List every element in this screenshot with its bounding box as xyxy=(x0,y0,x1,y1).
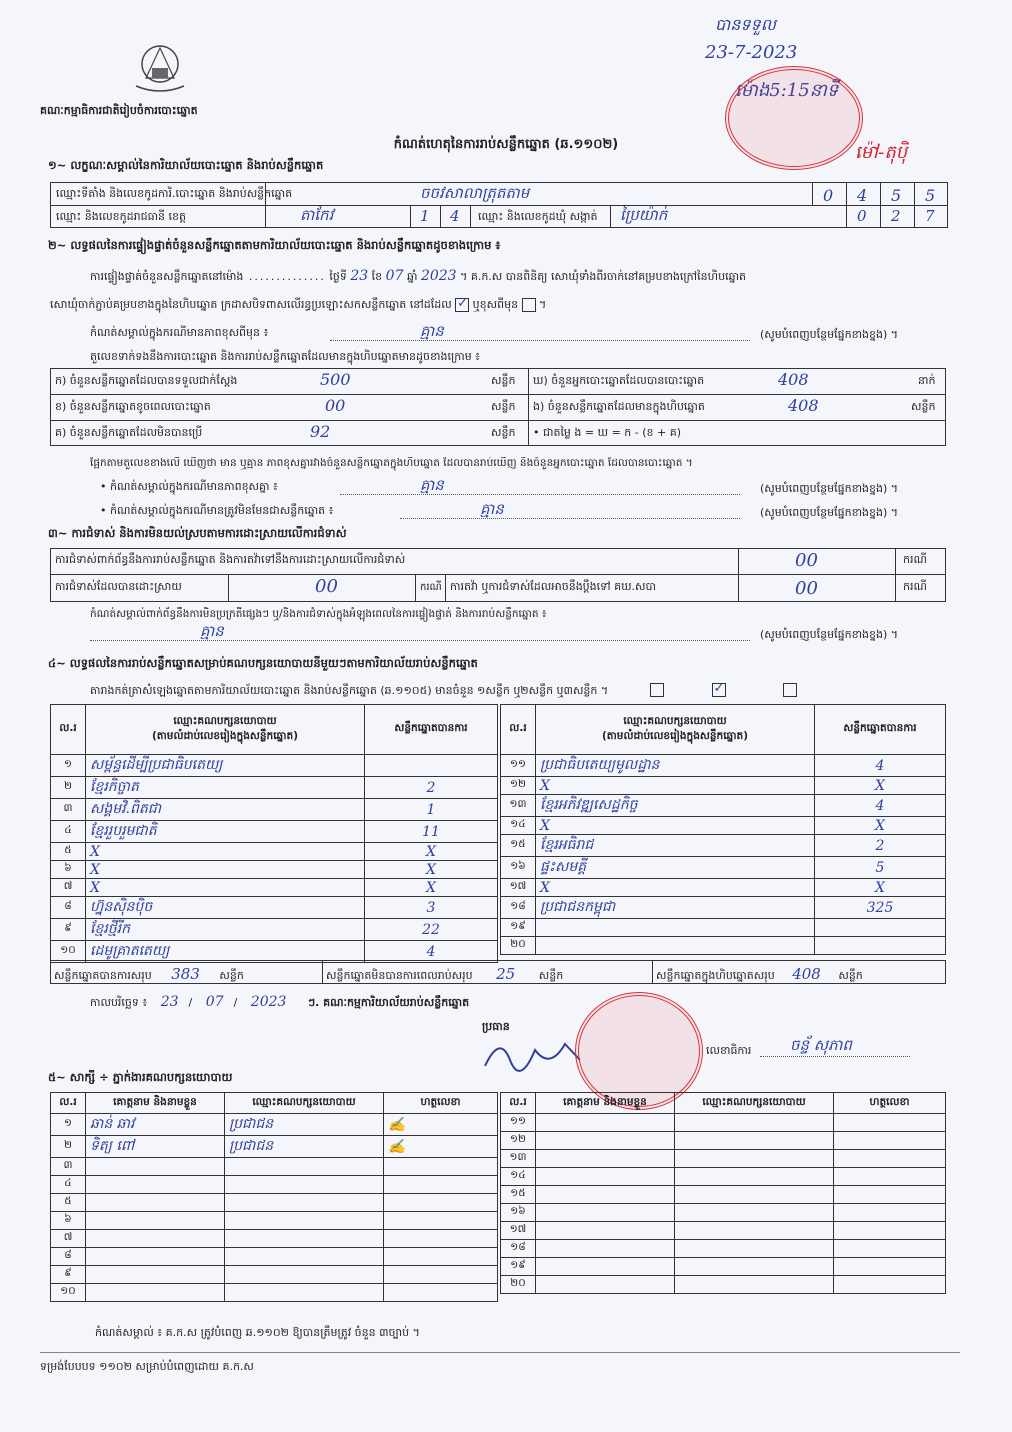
witness-name xyxy=(86,1266,225,1284)
party-name: ខ្មែរអធិរាជ xyxy=(536,835,815,857)
witness-party xyxy=(225,1212,384,1230)
party-name: ប្រជាជនកម្ពុជា xyxy=(536,897,815,919)
row-number: ៣ xyxy=(51,1158,86,1176)
valid-votes: 4 xyxy=(365,941,498,963)
party-name: ប្រជាធិបតេយ្យមូលដ្ឋាន xyxy=(536,755,815,777)
row-number: ១០ xyxy=(51,1284,86,1302)
valid-votes xyxy=(815,937,946,955)
result-row xyxy=(501,835,946,857)
witness-party: ប្រជាជន xyxy=(225,1114,384,1136)
row-ka: ក) ចំនួនសន្លឹកឆ្នោតដែលបានទទួលជាក់ស្តែង 500 សន្លឹក xyxy=(55,370,516,389)
row-ka-value: 500 xyxy=(320,370,351,389)
result-row xyxy=(501,897,946,919)
row-number: ១៦ xyxy=(501,857,536,879)
witness-row xyxy=(51,1230,498,1248)
party-name: ខ្មែររួបរួមជាតិ xyxy=(86,821,365,843)
total-valid-value: 383 xyxy=(171,965,200,983)
witness-party xyxy=(675,1150,834,1168)
commune-label: ឈ្មោះ និងលេខកូដឃុំ សង្កាត់ xyxy=(478,210,598,223)
commune-code-3: 7 xyxy=(925,207,935,225)
valid-votes: 1 xyxy=(365,799,498,821)
section3-heading: ៣~ ការជំទាស់ និងការមិនយល់ស្របតាមការដោះស្រាយលើការជំទាស់ xyxy=(48,526,347,540)
chair-label: ប្រធាន xyxy=(482,1020,510,1033)
row-number: ១០ xyxy=(51,941,86,963)
witness-row xyxy=(51,1266,498,1284)
fill-hint-4: (សូមបំពេញបន្ថែមផ្នែកខាងខ្នង) ។ xyxy=(760,628,899,641)
witness-table-left: ល.រ គោត្តនាម និងនាមខ្លួន ឈ្មោះគណបក្សនយោបាយ ហត្ថលេខា ១ ឆាន់ ឆាវ ប្រជាជន ✍ ២ ទិត្យ ពៅ ប្រជាជន ✍ ៣ ៤ ៥ ៦ ៧ ៨ ៩ ១០ xyxy=(50,1092,498,1302)
party-name: X xyxy=(536,777,815,795)
valid-votes: 4 xyxy=(815,755,946,777)
row-ko: គ) ចំនួនសន្លឹកឆ្នោតដែលមិនបានប្រើ 92 សន្លឹក xyxy=(55,422,516,441)
witness-signature xyxy=(834,1114,946,1132)
irregularity-note-value: គ្មាន xyxy=(200,622,224,640)
witness-name xyxy=(536,1276,675,1294)
valid-votes: X xyxy=(365,879,498,897)
row-number: ៨ xyxy=(51,1248,86,1266)
witness-name xyxy=(86,1212,225,1230)
witness-row xyxy=(501,1240,946,1258)
verify-intro: ការផ្ទៀងផ្ទាត់ចំនួនសន្លឹកឆ្នោតនៅម៉ោង .............. ថ្ងៃទី 23 ខែ 07 ឆ្នាំ 2023 ។ គ.ក.ស បានពិនិត្យ សោឃុំទាំងពីរចាក់នៅគម្របខាងក្រៅនៃហិបឆ្នោត xyxy=(90,268,747,284)
witness-name xyxy=(86,1176,225,1194)
witness-party xyxy=(675,1114,834,1132)
witness-row xyxy=(51,1176,498,1194)
row-number: ៦ xyxy=(51,1212,86,1230)
section2-heading: ២~ លទ្ធផលនៃការផ្ទៀងផ្ទាត់ចំនួនសន្លឹកឆ្នោតតាមការិយាល័យបោះឆ្នោត និងរាប់សន្លឹកឆ្នោតដូចខាងក្រោម ៖ xyxy=(48,238,501,252)
row-number: ១ xyxy=(51,1114,86,1136)
irregularity-note-label: កំណត់សម្គាល់ពាក់ព័ន្ធនឹងការមិនប្រក្រតីផ្សេងៗ ឬ/និងការជំទាស់ក្នុងអំឡុងពេលនៃការផ្ទៀងផ្ទាត់ និងការរាប់សន្លឹកឆ្នោត ៖ xyxy=(90,608,547,620)
witness-row xyxy=(51,1136,498,1158)
day-label: ថ្ងៃទី xyxy=(329,270,347,283)
valid-votes: X xyxy=(365,843,498,861)
witness-row xyxy=(501,1150,946,1168)
row-number: ៨ xyxy=(51,897,86,919)
objection-row2-label: ការជំទាស់ដែលបានដោះស្រាយ xyxy=(55,580,182,593)
result-row xyxy=(51,799,498,821)
witness-name xyxy=(86,1194,225,1212)
witness-name xyxy=(86,1284,225,1302)
total-invalid-value: 25 xyxy=(496,965,516,983)
secretary-label: លេខាធិការ xyxy=(706,1044,752,1057)
witness-name xyxy=(86,1230,225,1248)
fill-hint-2: (សូមបំពេញបន្ថែមផ្នែកខាងខ្នង) ។ xyxy=(760,482,899,495)
code-digit-4: 5 xyxy=(925,186,936,205)
chair-signature xyxy=(480,1030,590,1074)
diff-note-value: គ្មាន xyxy=(420,476,444,494)
witness-name xyxy=(536,1186,675,1204)
witness-name xyxy=(86,1158,225,1176)
result-row xyxy=(51,777,498,799)
party-name: ដេមូគ្រាតតេយ្យ xyxy=(86,941,365,963)
day-value: 23 xyxy=(350,268,369,284)
party-name: X xyxy=(536,879,815,897)
witness-signature xyxy=(834,1258,946,1276)
row-number: ១៤ xyxy=(501,1168,536,1186)
row-number: ៥ xyxy=(51,1194,86,1212)
valid-votes: 5 xyxy=(815,857,946,879)
witness-row xyxy=(51,1194,498,1212)
witness-row xyxy=(51,1158,498,1176)
witness-row xyxy=(51,1284,498,1302)
party-name: ផ្ទះសមគ្គី xyxy=(536,857,815,879)
row-number: ១២ xyxy=(501,1132,536,1150)
witness-row xyxy=(501,1276,946,1294)
verify-intro-b: ។ គ.ក.ស បានពិនិត្យ សោឃុំទាំងពីរចាក់នៅគម្របខាងក្រៅនៃហិបឆ្នោត xyxy=(460,270,747,283)
witness-party xyxy=(675,1276,834,1294)
row-number: ១៨ xyxy=(501,897,536,919)
results-table-right: ល.រ ឈ្មោះគណបក្សនយោបាយ (តាមលំដាប់លេខរៀងក្នុងសន្លឹកឆ្នោត) សន្លឹកឆ្នោតបានការ ១១ ប្រជាធិបតេយ្យមូលដ្ឋាន 4 ១២ X X ១៣ ខ្មែរអភិវឌ្ឍសេដ្ឋកិច្ច 4 ១៤ X X ១៥ ខ្មែរអធិរាជ 2 ១៦ ផ្ទះសមគ្គី 5 ១៧ X X ១៨ ប្រជាជនកម្ពុជា 325 ១៩ ២០ xyxy=(500,704,946,955)
valid-votes: X xyxy=(815,777,946,795)
row-ngo-value: 408 xyxy=(788,396,819,415)
witness-party xyxy=(675,1168,834,1186)
two-sheet-checkbox[interactable] xyxy=(712,683,726,697)
row-number: ១ xyxy=(51,755,86,777)
row-number: ៧ xyxy=(51,1230,86,1248)
row-kho: ឃ) ចំនួនអ្នកបោះឆ្នោតដែលបានបោះឆ្នោត 408 នាក់ xyxy=(533,370,936,389)
valid-votes: 11 xyxy=(365,821,498,843)
commune-code-2: 2 xyxy=(891,207,901,225)
party-name: X xyxy=(536,817,815,835)
party-name: ខ្មែរថ្មីរីក xyxy=(86,919,365,941)
section1-heading: ១~ លក្ខណៈសម្គាល់នៃការិយាល័យបោះឆ្នោត និងរាប់សន្លឹកឆ្នោត xyxy=(48,158,324,172)
section4-heading: ៤~ លទ្ធផលនៃការរាប់សន្លឹកឆ្នោតសម្រាប់គណបក្សនយោបាយនីមួយៗតាមការិយាល័យរាប់សន្លឹកឆ្នោត xyxy=(48,656,478,670)
witness-party xyxy=(225,1284,384,1302)
witness-row xyxy=(501,1204,946,1222)
witness-name xyxy=(536,1114,675,1132)
verify-time-label: ការផ្ទៀងផ្ទាត់ចំនួនសន្លឹកឆ្នោតនៅម៉ោង xyxy=(90,270,244,283)
party-name: ខ្មែរកិច្ចាត xyxy=(86,777,365,799)
form-footer: ទម្រង់បែបបទ ១១០២ សម្រាប់បំពេញដោយ គ.ក.ស xyxy=(40,1360,254,1373)
witness-signature xyxy=(834,1222,946,1240)
commune-value: ប្រៃយ៉ាក់ xyxy=(620,206,668,224)
result-row xyxy=(51,861,498,879)
year-value: 2023 xyxy=(420,268,457,284)
row-number: ១៩ xyxy=(501,919,536,937)
handwritten-time: ម៉ោង5:15នាទី xyxy=(735,80,839,101)
row-number: ១៣ xyxy=(501,795,536,817)
emblem-icon xyxy=(128,38,192,96)
row-number: ២ xyxy=(51,777,86,799)
numbers-intro: តួលេខទាក់ទងនឹងការបោះឆ្នោត និងការរាប់សន្លឹកឆ្នោតដែលមានក្នុងហិបឆ្នោតមានដូចខាងក្រោម ៖ xyxy=(90,350,481,363)
valid-votes: X xyxy=(815,879,946,897)
party-name: X xyxy=(86,879,365,897)
witness-row xyxy=(501,1168,946,1186)
row-number: ៣ xyxy=(51,799,86,821)
party-name: X xyxy=(86,861,365,879)
results-table-left: ល.រ ឈ្មោះគណបក្សនយោបាយ (តាមលំដាប់លេខរៀងក្នុងសន្លឹកឆ្នោត) សន្លឹកឆ្នោតបានការ ១ សម្ព័ន្ធដើម្បីប្រជាធិបតេយ្យ ២ ខ្មែរកិច្ចាត 2 ៣ សង្គមវិ.ពិតជា 1 ៤ ខ្មែររួបរួមជាតិ 11 ៥ X X ៦ X X ៧ X X ៨ ហ្វ៊ុនស៊ិនប៉ិច 3 ៩ ខ្មែរថ្មីរីក 22 ១០ ដេមូគ្រាតតេយ្យ 4 xyxy=(50,704,498,963)
row-number: ១៣ xyxy=(501,1150,536,1168)
row-number: ៤ xyxy=(51,1176,86,1194)
check-line: ផ្អែកតាមតួលេខខាងលើ ឃើញថា មាន ឬគ្មាន ភាពខុសគ្នារវាងចំនួនសន្លឹកឆ្នោតក្នុងហិបឆ្នោត ដែលបានរាប់ឃើញ និងចំនួនអ្នកបោះឆ្នោត ដែលបានបោះឆ្នោត ។ xyxy=(90,457,693,469)
valid-votes xyxy=(365,755,498,777)
total-box: សន្លឹកឆ្នោតក្នុងហិបឆ្នោតសរុប 408 សន្លឹក xyxy=(656,965,863,983)
valid-votes: 325 xyxy=(815,897,946,919)
code-digit-2: 4 xyxy=(857,186,868,205)
row-number: ១៤ xyxy=(501,817,536,835)
row-kha: ខ) ចំនួនសន្លឹកឆ្នោតខូចពេលបោះឆ្នោត 00 សន្លឹក xyxy=(55,396,516,415)
witness-party xyxy=(225,1158,384,1176)
total-box-value: 408 xyxy=(792,965,821,983)
valid-votes: X xyxy=(815,817,946,835)
witness-party: ប្រជាជន xyxy=(225,1136,384,1158)
different-checkbox[interactable] xyxy=(522,298,536,312)
row-number: ១២ xyxy=(501,777,536,795)
row-number: ២ xyxy=(51,1136,86,1158)
valid-votes xyxy=(815,919,946,937)
same-checkbox[interactable] xyxy=(455,298,469,312)
difference-note-label: កំណត់សម្គាល់ក្នុងករណីមានភាពខុសពីមុន ៖ xyxy=(90,326,269,339)
witness-name xyxy=(536,1132,675,1150)
row-number: ៩ xyxy=(51,1266,86,1284)
total-valid: សន្លឹកឆ្នោតបានការសរុប 383 សន្លឹក xyxy=(54,965,244,983)
witness-signature xyxy=(834,1240,946,1258)
result-row xyxy=(501,857,946,879)
witness-party xyxy=(675,1240,834,1258)
fill-hint-1: (សូមបំពេញបន្ថែមផ្នែកខាងខ្នង) ។ xyxy=(760,328,899,341)
objection-row2-unit: ករណី xyxy=(420,582,442,593)
objection-row2-value: 00 xyxy=(315,576,338,597)
result-row xyxy=(501,777,946,795)
footnote: កំណត់សម្គាល់ ៖ គ.ក.ស ត្រូវបំពេញ ឆ.១១០២ ឱ្យបានត្រឹមត្រូវ ចំនួន ៣ច្បាប់ ។ xyxy=(95,1326,420,1339)
witness-row xyxy=(501,1258,946,1276)
row-number: ៩ xyxy=(51,919,86,941)
page-title: កំណត់ហេតុនៃការរាប់សន្លឹកឆ្នោត (ឆ.១១០២) xyxy=(393,137,619,152)
row-kha-value: 00 xyxy=(325,396,346,415)
count-date: កាលបរិច្ឆេទ ៖ 23 / 07 / 2023 ៗ. គណៈកម្មការិយាល័យរាប់សន្លឹកឆ្នោត xyxy=(90,994,470,1010)
row-number: ១៦ xyxy=(501,1204,536,1222)
row-number: ១៥ xyxy=(501,1186,536,1204)
difference-note-value: គ្មាន xyxy=(420,322,444,340)
result-row xyxy=(51,821,498,843)
party-name: សង្គមវិ.ពិតជា xyxy=(86,799,365,821)
row-number: ៤ xyxy=(51,821,86,843)
witness-row xyxy=(501,1132,946,1150)
valid-votes: 2 xyxy=(365,777,498,799)
province-value: តាកែវ xyxy=(300,206,334,224)
secretary-name: ចន្ទ័ សុភាព xyxy=(790,1036,852,1054)
party-name xyxy=(536,919,815,937)
row-number: ៥ xyxy=(51,843,86,861)
diff-note-label: • កំណត់សម្គាល់ក្នុងករណីមានភាពខុសគ្នា ៖ xyxy=(100,480,278,493)
witness-signature xyxy=(834,1150,946,1168)
valid-votes: X xyxy=(365,861,498,879)
witness-party xyxy=(675,1132,834,1150)
verify-intro-line2: សោឃុំចាក់ភ្ជាប់គម្របខាងក្នុងនៃហិបឆ្នោត ក្រដាសបិទពាសលើរន្ធប្រឡោះសកសន្លឹកឆ្នោត នៅដដែល ✓ ឬខុសពីមុន ។ xyxy=(50,298,546,314)
objection-row1-value: 00 xyxy=(795,550,818,571)
result-row xyxy=(501,937,946,955)
witness-row xyxy=(501,1114,946,1132)
result-row xyxy=(501,879,946,897)
code-digit-1: 0 xyxy=(823,186,834,205)
witness-name xyxy=(536,1204,675,1222)
witness-name xyxy=(536,1222,675,1240)
witness-signature xyxy=(384,1212,498,1230)
result-row xyxy=(51,897,498,919)
year-label: ឆ្នាំ xyxy=(406,270,418,283)
witness-row xyxy=(51,1212,498,1230)
witness-signature xyxy=(384,1158,498,1176)
witness-signature xyxy=(384,1266,498,1284)
result-row xyxy=(501,919,946,937)
location-label: ឈ្មោះទីតាំង និងលេខកូដការិ.បោះឆ្នោត និងរាប់សន្លឹកឆ្នោត xyxy=(56,187,293,200)
row-number: ២០ xyxy=(501,1276,536,1294)
witness-signature xyxy=(384,1230,498,1248)
row-number: ១៥ xyxy=(501,835,536,857)
valid-votes: 3 xyxy=(365,897,498,919)
witness-signature xyxy=(384,1284,498,1302)
party-name xyxy=(536,937,815,955)
result-row xyxy=(501,817,946,835)
witness-signature xyxy=(834,1276,946,1294)
commune-code-1: 0 xyxy=(857,207,867,225)
valid-votes: 4 xyxy=(815,795,946,817)
result-row xyxy=(51,843,498,861)
objection-row2b-unit: ករណី xyxy=(903,580,927,593)
section4-intro: តារាងកត់ត្រាសំឡេងឆ្នោតតាមការិយាល័យបោះឆ្នោត និងរាប់សន្លឹកឆ្នោត (ឆ.១១០៥) មានចំនួន ១សន្លឹក ឬ២សន្លឹក ឬ៣សន្លឹក ។ xyxy=(90,684,609,697)
month-value: 07 xyxy=(385,268,404,284)
witness-signature: ✍ xyxy=(384,1114,498,1136)
section5-heading: ៥~ សាក្សី ÷ ភ្នាក់ងារគណបក្សនយោបាយ xyxy=(48,1070,233,1084)
code-digit-3: 5 xyxy=(891,186,902,205)
witness-party xyxy=(225,1266,384,1284)
witness-name xyxy=(536,1150,675,1168)
org-name: គណៈកម្មាធិការជាតិរៀបចំការបោះឆ្នោត xyxy=(40,104,198,117)
witness-party xyxy=(675,1186,834,1204)
result-row xyxy=(51,755,498,777)
sheet-checkboxes xyxy=(650,683,797,697)
fill-hint-3: (សូមបំពេញបន្ថែមផ្នែកខាងខ្នង) ។ xyxy=(760,506,899,519)
province-label: ឈ្មោះ និងលេខកូដរាជធានី ខេត្ត xyxy=(56,210,186,223)
objection-row2b-value: 00 xyxy=(795,578,818,599)
witness-party xyxy=(225,1230,384,1248)
row-number: ១៨ xyxy=(501,1240,536,1258)
witness-name xyxy=(536,1168,675,1186)
witness-name: ទិត្យ ពៅ xyxy=(86,1136,225,1158)
witness-signature xyxy=(834,1168,946,1186)
witness-signature xyxy=(834,1204,946,1222)
party-name: សម្ព័ន្ធដើម្បីប្រជាធិបតេយ្យ xyxy=(86,755,365,777)
witness-signature: ✍ xyxy=(384,1136,498,1158)
witness-party xyxy=(225,1194,384,1212)
objection-row2b-label: ការតវ៉ា ឬការជំទាស់ដែលអាចនឹងប្តឹងទៅ គឃ.សបា xyxy=(450,580,656,593)
row-ko-value: 92 xyxy=(310,422,331,441)
witness-row xyxy=(51,1248,498,1266)
witness-signature xyxy=(384,1248,498,1266)
row-number: ១១ xyxy=(501,1114,536,1132)
location-value: ចចវសាលាត្រុតតាម xyxy=(420,184,530,202)
formula: • ជាតម្លៃ ង = ឃ = ក - (ខ + គ) xyxy=(533,426,681,439)
result-row xyxy=(501,795,946,817)
witness-party xyxy=(225,1176,384,1194)
party-name: X xyxy=(86,843,365,861)
witness-name xyxy=(86,1248,225,1266)
witness-row xyxy=(501,1186,946,1204)
row-number: ៦ xyxy=(51,861,86,879)
different-label: ឬខុសពីមុន xyxy=(472,298,519,311)
valid-votes: 22 xyxy=(365,919,498,941)
total-invalid: សន្លឹកឆ្នោតមិនបានការពេលរាប់សរុប 25 សន្លឹក xyxy=(326,965,564,983)
one-sheet-checkbox[interactable] xyxy=(650,683,664,697)
handwritten-date: 23-7-2023 xyxy=(705,42,798,63)
province-code-2: 4 xyxy=(450,207,460,225)
valid-votes: 2 xyxy=(815,835,946,857)
witness-party xyxy=(675,1204,834,1222)
witness-signature xyxy=(384,1194,498,1212)
row-ngo: ង) ចំនួនសន្លឹកឆ្នោតដែលមានក្នុងហិបឆ្នោត 408 សន្លឹក xyxy=(533,396,936,415)
witness-signature xyxy=(834,1132,946,1150)
handwritten-signer: ម៉ៅ-តុប៉ិ xyxy=(855,142,908,163)
witness-row xyxy=(51,1114,498,1136)
witness-party xyxy=(675,1222,834,1240)
month-label: ខែ xyxy=(371,270,383,283)
witness-signature xyxy=(834,1186,946,1204)
province-code-1: 1 xyxy=(420,207,430,225)
witness-name xyxy=(536,1240,675,1258)
witness-signature xyxy=(384,1176,498,1194)
result-row xyxy=(51,879,498,897)
witness-party xyxy=(225,1248,384,1266)
verify-intro-c: សោឃុំចាក់ភ្ជាប់គម្របខាងក្នុងនៃហិបឆ្នោត ក្រដាសបិទពាសលើរន្ធប្រឡោះសកសន្លឹកឆ្នោត នៅដដែល xyxy=(50,298,452,311)
result-row xyxy=(501,755,946,777)
objection-row1-unit: ករណី xyxy=(903,553,927,566)
witness-name xyxy=(536,1258,675,1276)
objection-row1-label: ការជំទាស់ពាក់ព័ន្ធនឹងការរាប់សន្លឹកឆ្នោត និងការតវ៉ាទៅនឹងការដោះស្រាយលើការជំទាស់ xyxy=(55,553,406,566)
row-number: ១៩ xyxy=(501,1258,536,1276)
row-number: ១៧ xyxy=(501,1222,536,1240)
row-number: ៧ xyxy=(51,879,86,897)
witness-name: ឆាន់ ឆាវ xyxy=(86,1114,225,1136)
party-name: ខ្មែរអភិវឌ្ឍសេដ្ឋកិច្ច xyxy=(536,795,815,817)
witness-row xyxy=(501,1222,946,1240)
result-row xyxy=(51,919,498,941)
mismatch-note-label: • កំណត់សម្គាល់ក្នុងករណីមានត្រូវមិនមែនជាសន្លឹកឆ្នោត ៖ xyxy=(100,504,334,517)
row-number: ២០ xyxy=(501,937,536,955)
row-kho-value: 408 xyxy=(778,370,809,389)
witness-party xyxy=(675,1258,834,1276)
row-number: ១១ xyxy=(501,755,536,777)
handwritten-received: បានទទួល xyxy=(715,15,776,34)
mismatch-note-value: គ្មាន xyxy=(480,500,504,518)
party-name: ហ្វ៊ុនស៊ិនប៉ិច xyxy=(86,897,365,919)
witness-table-right: ល.រ គោត្តនាម និងនាមខ្លួន ឈ្មោះគណបក្សនយោបាយ ហត្ថលេខា ១១ ១២ ១៣ ១៤ ១៥ ១៦ ១៧ ១៨ ១៩ ២០ xyxy=(500,1092,946,1294)
row-number: ១៧ xyxy=(501,879,536,897)
three-sheet-checkbox[interactable] xyxy=(783,683,797,697)
